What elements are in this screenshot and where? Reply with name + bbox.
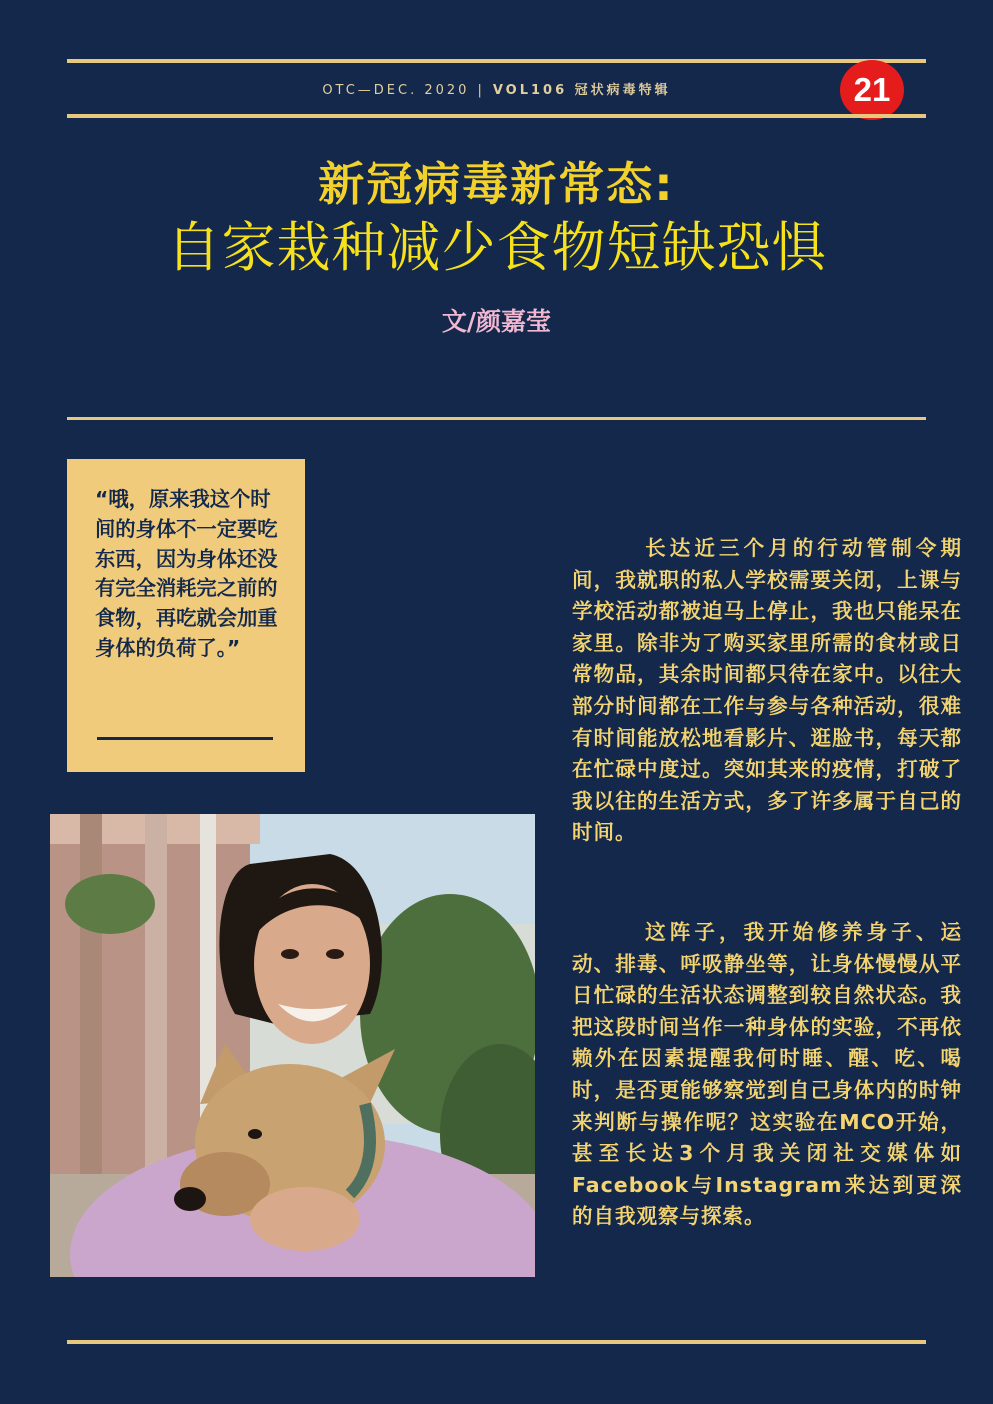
byline: 文/颜嘉莹	[441, 307, 552, 336]
masthead-bottom-rule	[67, 114, 926, 118]
article-paragraph-2-text: 这阵子，我开始修养身子、运动、排毒、呼吸静坐等，让身体慢慢从平日忙碌的生活状态调整到较自然状态。我把这段时间当作一种身体的实验，不再依赖外在因素提醒我何时睡、醒、吃、喝时，是否更能够察觉到自己身体内的时钟来判断与操作呢？这实验在MCO开始，甚至长达3个月我关闭社交媒体如Facebook与Instagram来达到更深的自我观察与探索。	[572, 920, 962, 1229]
masthead-volume: VOL106 冠状病毒特辑	[492, 83, 671, 98]
headline-line-1: 新冠病毒新常态:	[318, 157, 675, 211]
section-divider	[67, 417, 926, 420]
pull-quote-box	[67, 459, 305, 772]
headline-line-2: 自家栽种减少食物短缺恐惧	[166, 216, 827, 279]
bottom-rule	[67, 1340, 926, 1344]
article-paragraph-2	[572, 917, 962, 1233]
masthead-separator: |	[477, 83, 485, 98]
article-paragraph-1	[572, 533, 962, 849]
top-rule	[67, 59, 926, 63]
page-number-badge: 21	[840, 60, 904, 120]
author-photo-with-dog	[50, 814, 535, 1277]
masthead-issue: OTC—DEC. 2020	[322, 83, 470, 98]
pull-quote-text: “哦，原来我这个时间的身体不一定要吃东西，因为身体还没有完全消耗完之前的食物，再吃就会加重身体的负荷了。”	[95, 487, 278, 660]
article-paragraph-1-text: 长达近三个月的行动管制令期间，我就职的私人学校需要关闭，上课与学校活动都被迫马上停止，我也只能呆在家里。除非为了购买家里所需的食材或日常物品，其余时间都只待在家中。以往大部分时间都在工作与参与各种活动，很难有时间能放松地看影片、逛脸书，每天都在忙碌中度过。突如其来的疫情，打破了我以往的生活方式，多了许多属于自己的时间。	[572, 536, 962, 845]
pull-quote-rule	[97, 737, 273, 740]
